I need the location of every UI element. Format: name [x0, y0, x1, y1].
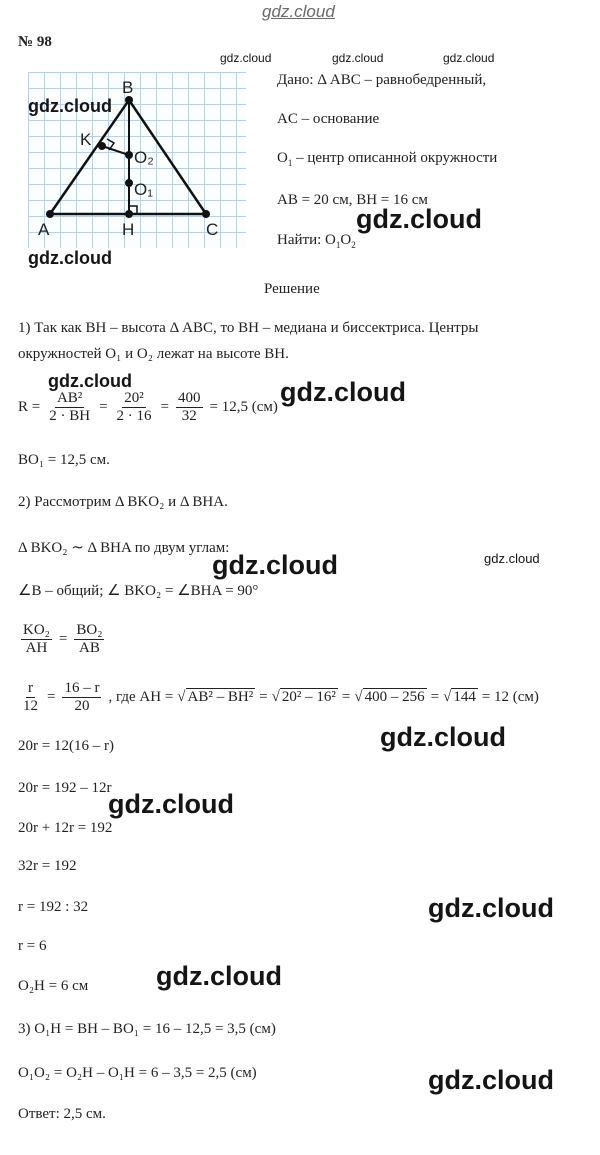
equation-2: 20r = 192 – 12r — [18, 780, 112, 796]
bo1-line: BO₁ = 12,5 см. — [18, 452, 110, 468]
watermark-header-3: gdz.cloud — [443, 51, 495, 65]
watermark-left-2: gdz.cloud — [28, 248, 112, 268]
step1-line-1: 1) Так как BH – высота Δ ABC, то BH – медиана и биссектриса. Центры — [18, 320, 479, 336]
label-a: A — [38, 220, 50, 239]
watermark-sim-center: gdz.cloud — [212, 550, 338, 580]
label-k: K — [80, 130, 92, 149]
label-c: C — [206, 220, 219, 239]
problem-number: № 98 — [18, 34, 52, 50]
ratio-formula: $\frac{\text{KO₂}}{AH}$ = $\frac{\text{BO₂}}{AB}$ — [23, 622, 103, 657]
equation-1: 20r = 12(16 – r) — [18, 738, 114, 754]
label-h: H — [122, 220, 135, 239]
given-line-2: AC – основание — [277, 111, 380, 127]
watermark-o2h-center: gdz.cloud — [156, 961, 282, 991]
equation-6: r = 6 — [18, 938, 47, 954]
given-line-5: Найти: $O_1O_2$ — [277, 232, 356, 250]
watermark-header-1: gdz.cloud — [220, 51, 272, 65]
step1-line-2: окружностей O₁ и O₂ лежат на высоте BH. — [18, 346, 289, 362]
given-line-3: $O_1$ – центр описанной окружности — [277, 150, 498, 168]
watermark-sim-small: gdz.cloud — [484, 551, 540, 566]
label-o1: O₁ — [134, 180, 153, 199]
proportion-formula: $\frac{r}{12}$ = $\frac{16 - r}{20}$ , где AH = √ AB² – BH² = √ 20² – 16² = √ 400 – 256 = √ 144 = 12 (см) — [23, 680, 539, 715]
label-b: B — [122, 78, 134, 97]
watermark-r-left: gdz.cloud — [48, 371, 132, 391]
watermark-given: gdz.cloud — [356, 204, 482, 234]
watermark-r-right: gdz.cloud — [280, 377, 406, 407]
watermark-eq-left: gdz.cloud — [108, 789, 234, 819]
equation-4: 32r = 192 — [18, 858, 77, 874]
solution-heading: Решение — [264, 281, 320, 297]
watermark-r32-right: gdz.cloud — [428, 893, 554, 923]
watermark-header-2: gdz.cloud — [332, 51, 384, 65]
answer-line: Ответ: 2,5 см. — [18, 1106, 106, 1122]
watermark-top: gdz.cloud — [262, 2, 335, 21]
o1o2-line: O₁O₂ = O₂H – O₁H = 6 – 3,5 = 2,5 (см) — [18, 1065, 257, 1081]
step3-line: 3) O₁H = BH – BO₁ = 16 – 12,5 = 3,5 (см) — [18, 1021, 276, 1037]
similar-line: Δ BKO₂ ∼ Δ BHA по двум углам: — [18, 540, 230, 556]
given-line-4: AB = 20 см, BH = 16 см — [277, 192, 428, 208]
equation-7: O₂H = 6 см — [18, 978, 89, 994]
given-line-1: Дано: Δ ABC – равнобедренный, — [277, 72, 487, 88]
equation-3: 20r + 12r = 192 — [18, 820, 113, 836]
step2-line: 2) Рассмотрим Δ BKO₂ и Δ BHA. — [18, 494, 228, 510]
watermark-bottom-right: gdz.cloud — [428, 1065, 554, 1095]
watermark-left-1: gdz.cloud — [28, 96, 112, 116]
watermark-eq-right: gdz.cloud — [380, 722, 506, 752]
equation-5: r = 192 : 32 — [18, 899, 89, 915]
r-formula: R = $\frac{\text{AB²}}{2 \cdot BH}$ = $\frac{\text{20²}}{2 \cdot 16}$ = $\frac{400}{32}$ = 12,5 (см) — [18, 390, 278, 425]
label-o2: O₂ — [134, 148, 154, 167]
angles-line: ∠B – общий; ∠ BKO₂ = ∠BHA = 90° — [18, 583, 259, 599]
